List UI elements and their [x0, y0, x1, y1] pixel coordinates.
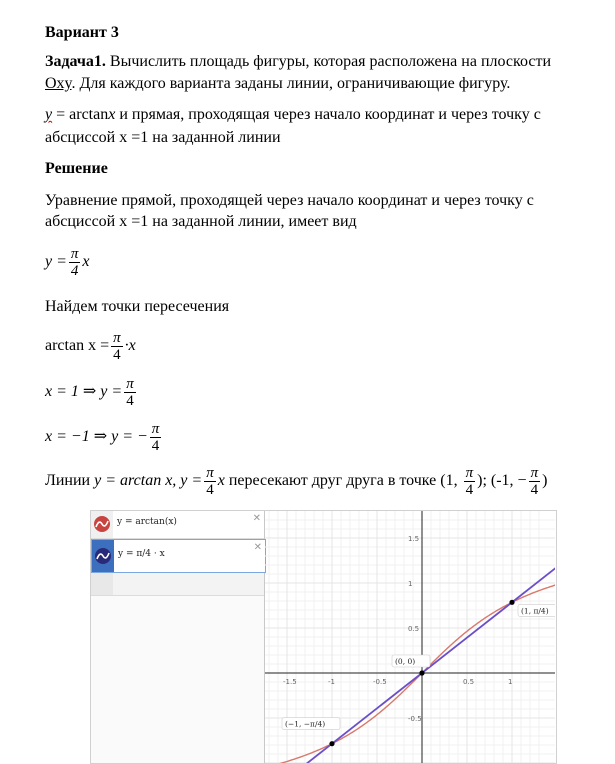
- expression-row-2[interactable]: [91, 539, 266, 573]
- lines-text: пересекают друг друга в точке (1,: [228, 472, 458, 490]
- graph-toggle-empty[interactable]: [91, 573, 113, 595]
- graph-toggle-2[interactable]: [92, 540, 114, 572]
- task-line-text: и прямая, проходящая через начало координат и через точку с: [119, 106, 541, 123]
- point-label: (0, 0): [395, 657, 416, 666]
- task-line-1: [45, 51, 551, 73]
- close-paren: ): [542, 472, 548, 490]
- case-2: [45, 421, 163, 454]
- eq-y: y: [45, 106, 53, 123]
- line-eq-y: y =: [45, 253, 67, 271]
- point-label: (−1, −π/4): [285, 719, 326, 729]
- x-tick-label: -0.5: [373, 678, 387, 686]
- intersection-point: [419, 670, 424, 675]
- point-label: (1, π/4): [521, 606, 549, 616]
- y-tick-label: -0.5: [408, 715, 422, 723]
- frac-num: π: [151, 421, 160, 437]
- frac-num: π: [126, 376, 134, 392]
- variant-title: Вариант 3: [45, 24, 119, 41]
- line-eq-x: x: [82, 253, 90, 271]
- solution-heading: Решение: [45, 160, 108, 177]
- arctan-eq: arctan x =: [45, 337, 110, 355]
- expression-panel[interactable]: [91, 511, 265, 763]
- frac-den: 4: [150, 437, 162, 454]
- frac-num: π: [113, 330, 121, 346]
- solution-p1b: абсциссой x =1 на заданной линии, имеет вид: [45, 213, 357, 230]
- x-tick-label: 1: [508, 678, 513, 686]
- expression-label-2[interactable]: y = π/4 · x: [118, 549, 165, 559]
- frac-den: 4: [111, 346, 123, 363]
- frac-den: 4: [124, 392, 136, 409]
- task-text-2: . Для каждого варианта заданы линии, ограничивающие фигуру.: [71, 75, 511, 92]
- graph-plot[interactable]: [265, 511, 555, 763]
- delete-expression-1-icon[interactable]: ✕: [252, 513, 261, 524]
- lines-eq1: y = arctan x, y =: [94, 472, 203, 490]
- lines-label: Линии: [45, 472, 91, 490]
- eq-x: x: [108, 106, 116, 123]
- x-tick-label: 0.5: [463, 678, 475, 686]
- solution-p2: Найдем точки пересечения: [45, 298, 230, 315]
- x-tick-label: -1.5: [283, 678, 297, 686]
- expression-label-1[interactable]: y = arctan(x): [117, 517, 177, 527]
- frac-num: π: [70, 246, 79, 262]
- task-line-4: абсциссой x =1 на заданной линии: [45, 129, 281, 146]
- graph-widget[interactable]: [90, 510, 557, 764]
- lines-sep: ); (-1, −: [477, 472, 527, 490]
- lines-sentence: [45, 465, 547, 498]
- task-line-2: [45, 73, 510, 95]
- frac-num: π: [206, 465, 214, 481]
- task-text-1: Вычислить площадь фигуры, которая расположена на плоскости: [105, 53, 552, 70]
- frac-num: π: [465, 465, 474, 481]
- case1-lhs: x = 1 ⇒ y =: [45, 383, 123, 401]
- frac-num: π: [530, 465, 539, 481]
- intersection-point: [329, 741, 334, 746]
- case-1: [45, 376, 138, 409]
- intersection-point: [509, 600, 514, 605]
- graph-toggle-1[interactable]: [91, 511, 113, 538]
- arctan-curve-icon[interactable]: [91, 511, 113, 538]
- task-line-3: [45, 104, 541, 126]
- x-tick-label: -1: [328, 678, 335, 686]
- y-tick-label: 1: [408, 580, 413, 588]
- task-label: Задача1.: [45, 53, 106, 70]
- delete-expression-2-icon[interactable]: ✕: [253, 542, 262, 553]
- oxy-text: Oxy: [45, 75, 72, 92]
- expression-row-1[interactable]: [91, 511, 264, 539]
- line-equation: [45, 246, 90, 279]
- case2-lhs: x = −1 ⇒ y = −: [45, 428, 148, 446]
- intersection-equation: [45, 330, 136, 363]
- frac-den: 4: [529, 481, 541, 498]
- solution-p1: Уравнение прямой, проходящей через начало координат и через точку с: [45, 192, 534, 209]
- eq-x-dot: ·x: [124, 337, 136, 355]
- y-tick-label: 0.5: [408, 625, 420, 633]
- expression-row-empty[interactable]: [91, 573, 264, 596]
- lines-x: x: [217, 472, 225, 490]
- frac-den: 4: [69, 262, 81, 279]
- frac-den: 4: [464, 481, 476, 498]
- y-tick-label: 1.5: [408, 535, 420, 543]
- eq-arctan: = arctan: [52, 106, 109, 123]
- frac-den: 4: [204, 481, 216, 498]
- line-curve-icon[interactable]: [92, 540, 114, 572]
